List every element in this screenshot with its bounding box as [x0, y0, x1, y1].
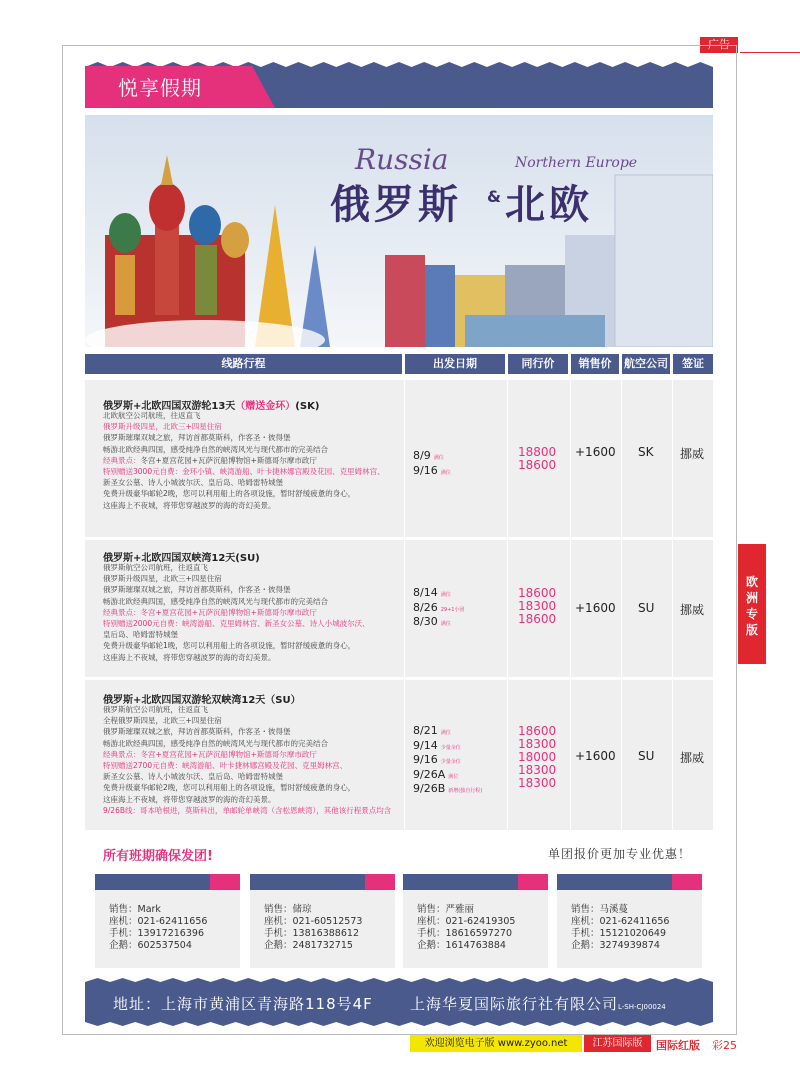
- divider: [672, 680, 673, 830]
- th-departure: 出发日期: [405, 354, 505, 374]
- section-tab-europe: 欧洲专版: [738, 544, 766, 664]
- footer-address: 地址：上海市黄浦区青海路118号4F: [113, 995, 373, 1013]
- banner-title-north-europe: 北欧: [505, 182, 593, 228]
- airline: SU: [638, 749, 655, 763]
- contact-card-accent: [672, 874, 702, 890]
- th-route: 线路行程: [85, 354, 402, 374]
- footer-company: 上海华夏国际旅行社有限公司: [410, 995, 619, 1013]
- footer-license: L-SH-CJ00024: [618, 1003, 666, 1011]
- contact-card-accent: [518, 874, 548, 890]
- banner-script-russia: Russia: [355, 143, 449, 176]
- departure-dates: 8/14 满位 8/26 29+1小团 8/30 满位: [413, 586, 465, 628]
- hero-banner: [85, 115, 713, 347]
- page-title: 悦享假期: [118, 76, 202, 100]
- trade-prices: 18600 18300 18600: [518, 586, 557, 626]
- divider: [507, 380, 508, 537]
- contact-card: 销售：Mark 座机：021-62411656 手机：13917216396 企鹅：602537504: [95, 890, 240, 968]
- divider: [507, 540, 508, 677]
- th-trade-price: 同行价: [508, 354, 568, 374]
- route-details: 俄罗斯航空公司航班，往返直飞 俄罗斯升级四星，北欧三+四星住宿 俄罗斯璀璨双城之旅，拜访首都莫斯科，作客圣・彼得堡 畅游北欧经典四国，感受纯净自然的峡湾风光与现代都市的完美结合 经典景点：冬宫+夏宫花园+瓦萨沉船博物馆+斯德哥尔摩市政厅 特别赠送2000元自费：峡湾游船、克里姆林宫、新圣女公墓、诗人小城波尔沃、 皇后岛、哈姆雷特城堡 免费升级豪华邮轮1晚，您可以利用船上的各项设施，暂时舒缓疲惫的身心， 这座海上不夜城，将带您穿越波罗的海的奇幻美景。: [103, 563, 370, 662]
- banner-ampersand: &: [487, 187, 501, 206]
- banner-title-russia: 俄罗斯: [330, 182, 462, 228]
- route-details: 俄罗斯航空公司航班，往返直飞 全程俄罗斯四星，北欧三+四星住宿 俄罗斯璀璨双城之旅，拜访首都莫斯科，作客圣・彼得堡 畅游北欧经典四国，感受纯净自然的峡湾风光与现代都市的完美结合 经典景点：冬宫+夏宫花园+瓦萨沉船博物馆+斯德哥尔摩市政厅 特别赠送2700元自费：峡湾游船、叶卡捷林娜宫殿及花园、克里姆林宫、 新圣女公墓、诗人小城波尔沃、皇后岛、哈姆雷特城堡 免费升级豪华邮轮2晚，您可以利用船上的各项设施，暂时舒缓疲惫的身心， 这座海上不夜城，将带您穿越波罗的海的奇幻美景。 9/26B线：哥本哈根进，莫斯科出，单邮轮单峡湾（含松恩峡湾），其他该行程景点均含: [103, 705, 392, 815]
- group-quote-note: 单团报价更加专业优惠！: [548, 847, 692, 861]
- divider: [570, 680, 571, 830]
- divider: [621, 540, 622, 677]
- section-label: 江苏国际版: [584, 1035, 651, 1052]
- contact-card: 销售：严雅丽 座机：021-62419305 手机：18616597270 企鹅：1614763884: [403, 890, 548, 968]
- divider: [404, 380, 405, 537]
- contact-card: 销售：马溪蔓 座机：021-62411656 手机：15121020649 企鹅：3274939874: [557, 890, 702, 968]
- th-airline: 航空公司: [622, 354, 670, 374]
- visa: 挪威: [680, 447, 705, 461]
- airline: SK: [638, 445, 654, 459]
- sale-price: +1600: [575, 749, 616, 763]
- th-visa: 签证: [673, 354, 713, 374]
- sale-price: +1600: [575, 445, 616, 459]
- page-number: 彩25: [712, 1039, 737, 1052]
- contact-card-accent: [365, 874, 395, 890]
- browse-link[interactable]: 欢迎浏览电子版 www.zyoo.net: [410, 1035, 582, 1052]
- route-title: 俄罗斯+北欧四国双峡湾12天(SU): [103, 553, 260, 564]
- route-details: 北欧航空公司航班，往返直飞 俄罗斯升级四星，北欧三+四星住宿 俄罗斯璀璨双城之旅，拜访首都莫斯科，作客圣・彼得堡 畅游北欧经典四国，感受纯净自然的峡湾风光与现代都市的完美结合 经典景点：冬宫+夏宫花园+瓦萨沉船博物馆+斯德哥尔摩市政厅 特别赠送3000元自费：金环小镇、峡湾游船、叶卡捷林娜宫殿及花园、克里姆林宫、 新圣女公墓、诗人小城波尔沃、皇后岛、哈姆雷特城堡 免费升级豪华邮轮2晚，您可以利用船上的各项设施，暂时舒缓疲惫的身心， 这座海上不夜城，将带您穿越波罗的海的奇幻美景。: [103, 411, 385, 510]
- divider: [621, 380, 622, 537]
- visa: 挪威: [680, 603, 705, 617]
- divider: [570, 540, 571, 677]
- edition-label: 国际红版: [656, 1039, 700, 1052]
- divider: [672, 540, 673, 677]
- divider: [570, 380, 571, 537]
- divider: [404, 680, 405, 830]
- departure-dates: 8/21 满位 9/14 少量余位 9/16 少量余位 9/26A 满位 9/26B 新增(独自行程): [413, 724, 483, 795]
- guarantee-note: 所有班期确保发团!: [103, 849, 213, 864]
- airline: SU: [638, 601, 655, 615]
- contact-card: 销售：储琼 座机：021-60512573 手机：13816388612 企鹅：2481732715: [250, 890, 395, 968]
- divider: [672, 380, 673, 537]
- ad-divider: [740, 52, 800, 53]
- visa: 挪威: [680, 751, 705, 765]
- sale-price: +1600: [575, 601, 616, 615]
- banner-script-northern-europe: Northern Europe: [515, 155, 638, 171]
- contact-card-accent: [210, 874, 240, 890]
- divider: [621, 680, 622, 830]
- trade-prices: 18800 18600: [518, 445, 557, 472]
- trade-prices: 18600 18300 18000 18300 18300: [518, 724, 557, 790]
- divider: [507, 680, 508, 830]
- th-sale-price: 销售价: [571, 354, 619, 374]
- divider: [404, 540, 405, 677]
- ad-label: 广告: [700, 37, 738, 53]
- route-title: 俄罗斯+北欧四国双游轮双峡湾12天（SU）: [103, 695, 301, 706]
- route-title: 俄罗斯+北欧四国双游轮13天（赠送金环）(SK): [103, 401, 320, 412]
- departure-dates: 8/9 满位 9/16 满位: [413, 449, 451, 477]
